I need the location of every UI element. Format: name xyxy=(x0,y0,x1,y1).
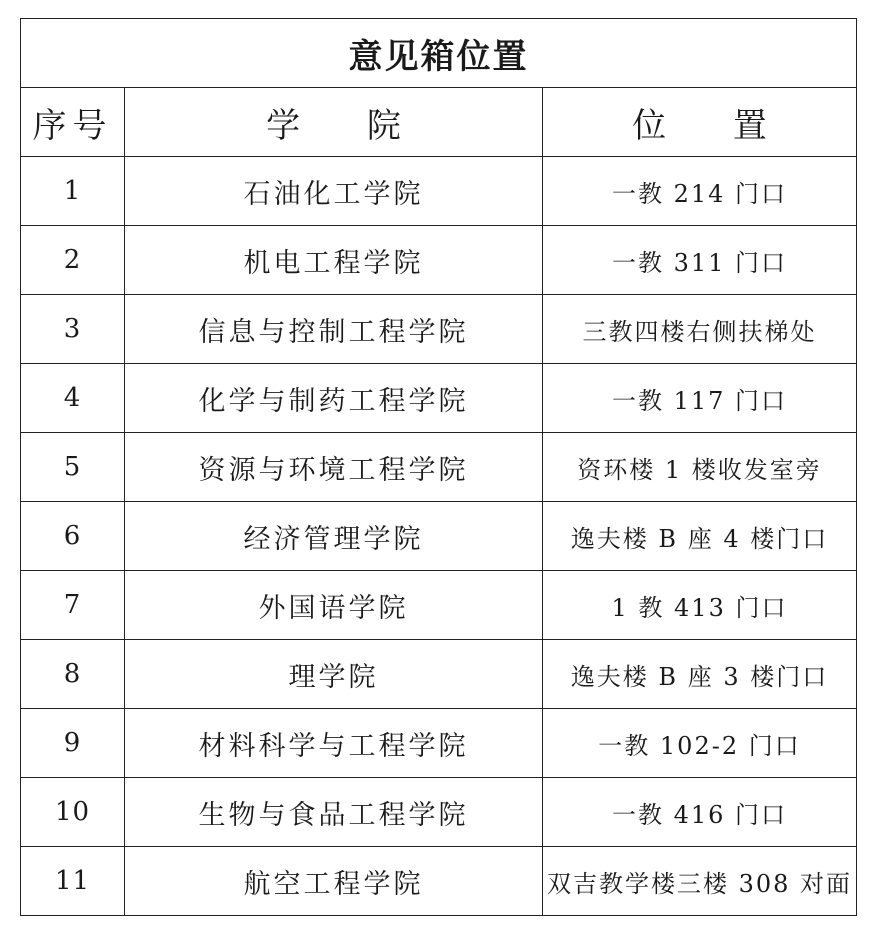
row-location: 一教 214 门口 xyxy=(543,157,857,226)
table-row xyxy=(21,364,857,433)
title-row xyxy=(21,19,857,88)
row-location: 三教四楼右侧扶梯处 xyxy=(543,295,857,364)
row-index: 4 xyxy=(21,364,125,433)
row-college: 材料科学与工程学院 xyxy=(125,709,543,778)
row-college: 航空工程学院 xyxy=(125,847,543,916)
row-location: 一教 416 门口 xyxy=(543,778,857,847)
table-row xyxy=(21,640,857,709)
row-college: 资源与环境工程学院 xyxy=(125,433,543,502)
row-location: 逸夫楼 B 座 3 楼门口 xyxy=(543,640,857,709)
row-index: 2 xyxy=(21,226,125,295)
row-location: 一教 311 门口 xyxy=(543,226,857,295)
row-location: 逸夫楼 B 座 4 楼门口 xyxy=(543,502,857,571)
table-row xyxy=(21,433,857,502)
table-body xyxy=(21,157,857,916)
row-index: 1 xyxy=(21,157,125,226)
table-row xyxy=(21,295,857,364)
header-location: 位 置 xyxy=(543,88,857,157)
row-index: 6 xyxy=(21,502,125,571)
table-title: 意见箱位置 xyxy=(21,19,857,88)
header-row xyxy=(21,88,857,157)
row-college: 机电工程学院 xyxy=(125,226,543,295)
row-index: 3 xyxy=(21,295,125,364)
row-index: 11 xyxy=(21,847,125,916)
row-college: 信息与控制工程学院 xyxy=(125,295,543,364)
table-row xyxy=(21,502,857,571)
row-location: 资环楼 1 楼收发室旁 xyxy=(543,433,857,502)
row-college: 生物与食品工程学院 xyxy=(125,778,543,847)
table-row xyxy=(21,226,857,295)
document-sheet xyxy=(20,18,856,930)
table-row xyxy=(21,157,857,226)
row-college: 经济管理学院 xyxy=(125,502,543,571)
row-location: 1 教 413 门口 xyxy=(543,571,857,640)
header-college: 学 院 xyxy=(125,88,543,157)
header-index: 序号 xyxy=(21,88,125,157)
row-index: 8 xyxy=(21,640,125,709)
row-college: 外国语学院 xyxy=(125,571,543,640)
table-row xyxy=(21,709,857,778)
table-row xyxy=(21,778,857,847)
row-college: 化学与制药工程学院 xyxy=(125,364,543,433)
row-index: 9 xyxy=(21,709,125,778)
row-college: 理学院 xyxy=(125,640,543,709)
row-index: 10 xyxy=(21,778,125,847)
suggestion-box-table xyxy=(20,18,857,916)
row-college: 石油化工学院 xyxy=(125,157,543,226)
row-index: 5 xyxy=(21,433,125,502)
table-row xyxy=(21,847,857,916)
row-location: 一教 102-2 门口 xyxy=(543,709,857,778)
row-index: 7 xyxy=(21,571,125,640)
row-location: 一教 117 门口 xyxy=(543,364,857,433)
row-location: 双吉教学楼三楼 308 对面 xyxy=(543,847,857,916)
table-row xyxy=(21,571,857,640)
